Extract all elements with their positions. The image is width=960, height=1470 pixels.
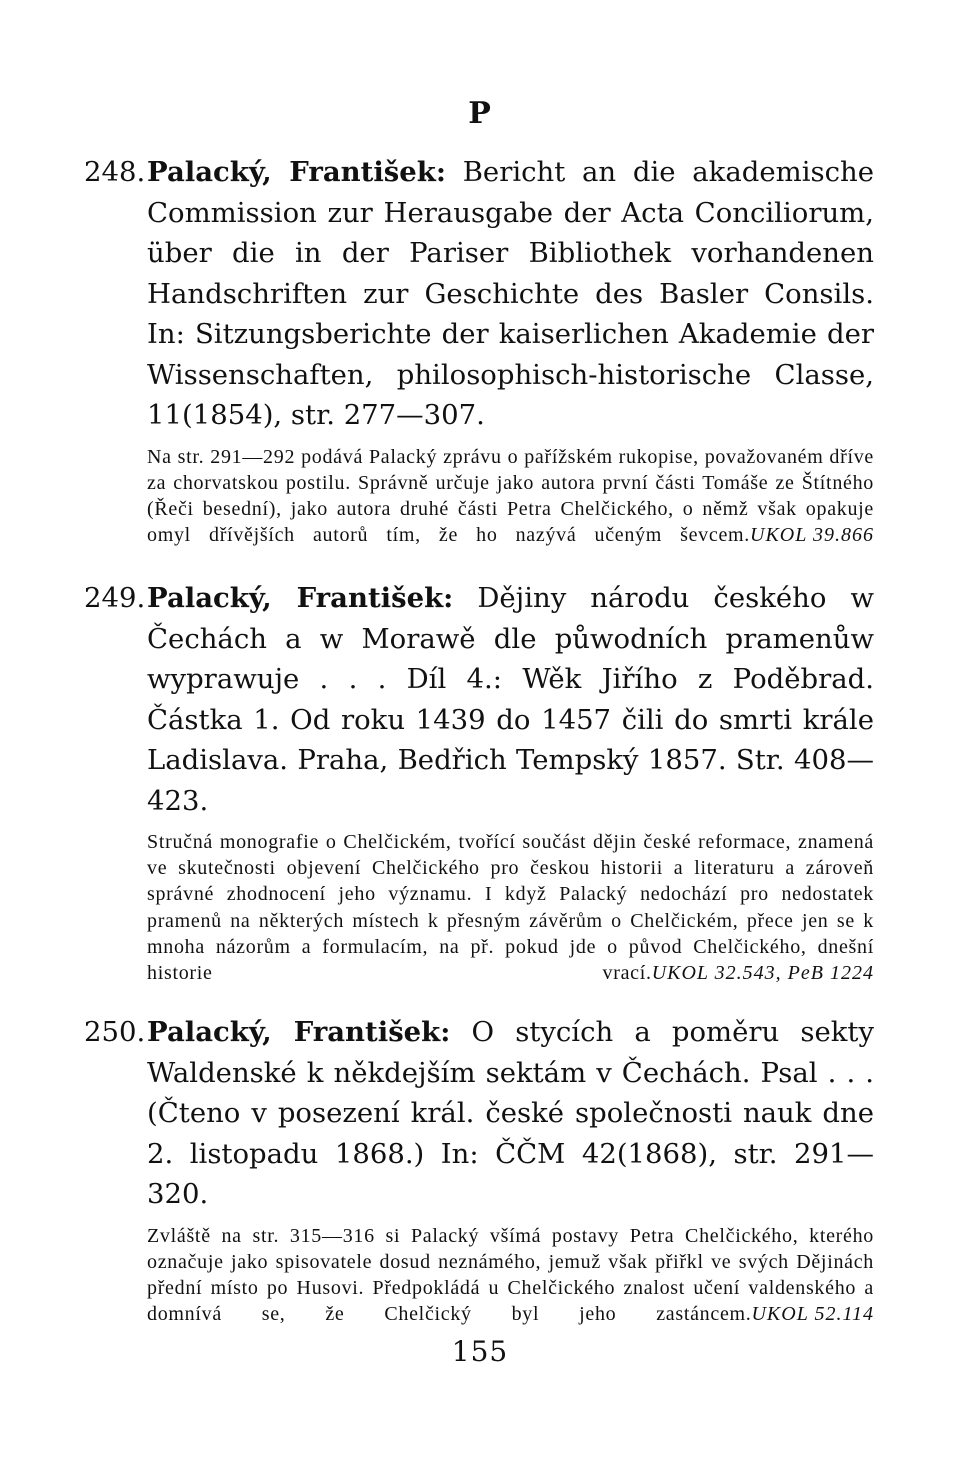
- bibliography-entry: [84, 1012, 874, 1354]
- bibliography-entry: [84, 578, 874, 1012]
- entry-reference: UKOL 39.866: [750, 524, 874, 547]
- entry-author: Palacký, František:: [147, 1016, 451, 1048]
- entry-note-text: Zvláště na str. 315—316 si Palacký všímá postavy Petra Chelčického, kterého označuje jako spisovatele dosud neznámého, jemuž však přiřkl ve svých Dějinách přední místo po Husovi. Předpokládá u Chelčického znalost učení valdenského a domnívá se, že Chelčický byl jeho zastáncem.: [147, 1224, 874, 1326]
- entry-annotation: [147, 1223, 874, 1354]
- entry-annotation: [147, 444, 874, 575]
- entry-reference: UKOL 32.543, PeB 1224: [651, 962, 874, 985]
- section-letter: P: [468, 96, 492, 131]
- entry-reference: UKOL 52.114: [751, 1303, 874, 1326]
- entry-number: 249.: [84, 582, 146, 614]
- entry-annotation: [147, 829, 874, 1012]
- entry-note-text: Na str. 291—292 podává Palacký zprávu o pařížském rukopise, považovaném dříve za chorvatskou postilu. Správně určuje jako autora první části Tomáše ze Štítného (Řeči besední), jako autora druhé části Petra Chelčického, o němž však opakuje omyl dřívějších autorů tím, že ho nazývá učeným ševcem.: [147, 445, 874, 547]
- entry-number: 250.: [84, 1016, 146, 1048]
- bibliography-entry: [84, 152, 874, 575]
- entry-title: [84, 1012, 874, 1215]
- entry-title-text: O stycích a poměru sekty Waldenské k někdejším sektám v Čechách. Psal . . . (Čteno v posezení král. české společnosti nauk dne 2. listopadu 1868.) In: ČČM 42(1868), str. 291—320.: [147, 1016, 875, 1210]
- entry-note-text: Stručná monografie o Chelčickém, tvořící součást dějin české reformace, znamená ve skutečnosti objevení Chelčického pro českou historii a literaturu a zároveň správné zhodnocení jeho významu. I když Palacký nedochází pro nedostatek pramenů na některých místech k přesným závěrům o Chelčickém, přece jen se k mnoha názorům a formulacím, na př. pokud jde o původ Chelčického, dnešní historie vrací.: [147, 831, 874, 985]
- entry-number: 248.: [84, 156, 146, 188]
- entry-author: Palacký, František:: [147, 582, 454, 614]
- entry-title: [84, 152, 874, 436]
- page-number: 155: [451, 1335, 509, 1368]
- entry-author: Palacký, František:: [147, 156, 446, 188]
- entry-title: [84, 578, 874, 821]
- entry-title-text: Dějiny národu českého w Čechách a w Morawě dle půwodních pramenůw wyprawuje . . . Díl 4.: Wěk Jiřího z Poděbrad. Částka 1. Od roku 1439 do 1457 čili do smrti krále Ladislava. Praha, Bedřich Tempský 1857. Str. 408—423.: [147, 582, 874, 817]
- entry-title-text: Bericht an die akademische Commission zur Herausgabe der Acta Conciliorum, über die in der Pariser Bibliothek vorhandenen Handschriften zur Geschichte des Basler Consils. In: Sitzungsberichte der kaiserlichen Akademie der Wissenschaften, philosophisch-historische Classe, 11(1854), str. 277—307.: [147, 156, 874, 431]
